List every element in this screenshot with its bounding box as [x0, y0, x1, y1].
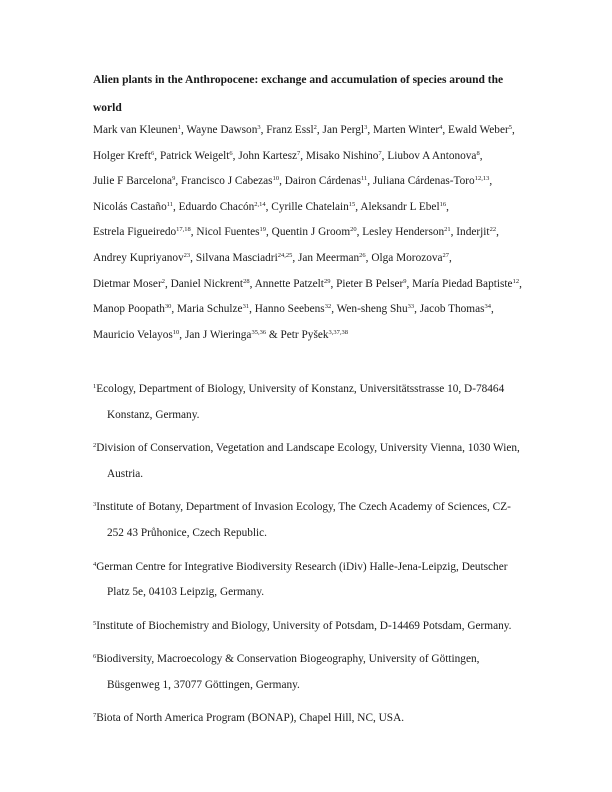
affiliation-text: German Centre for Integrative Biodiversity Research (iDiv) Halle-Jena-Leipzig, Deutscher Platz 5e, 04103 Leipzig, Germany. — [96, 560, 508, 599]
author-name: Liubov A Antonova — [387, 149, 477, 162]
affiliation-marker: 20 — [350, 226, 357, 234]
author-name: Patrick Weigelt — [159, 149, 230, 162]
affiliation-text: Division of Conservation, Vegetation and Landscape Ecology, University Vienna, 1030 Wien, Austria. — [96, 442, 520, 480]
author — [179, 201, 266, 213]
author-name: Julie F Barcelona — [93, 175, 173, 188]
affiliation-marker: 22 — [489, 226, 497, 234]
affiliation-marker: 6 — [151, 149, 155, 157]
affiliation-marker: 7 — [297, 149, 301, 157]
author — [285, 175, 368, 187]
author — [448, 124, 512, 136]
affiliation-marker: 2 — [313, 124, 317, 131]
author — [271, 201, 355, 213]
affiliation-number: 3 — [93, 501, 97, 509]
author — [337, 303, 414, 315]
author — [93, 124, 181, 136]
affiliation-number: 4 — [93, 560, 97, 568]
affiliation-marker: 15 — [348, 200, 356, 208]
affiliation-number: 7 — [93, 712, 97, 720]
affiliation — [93, 706, 525, 732]
affiliation-marker: 33 — [407, 303, 415, 311]
affiliation — [93, 495, 525, 547]
affiliation-number: 1 — [93, 383, 97, 390]
author — [420, 303, 491, 315]
author-name: Dairon Cárdenas — [284, 175, 361, 188]
author — [196, 252, 293, 264]
affiliation-marker: 9 — [172, 175, 176, 183]
author-name: Misako Nishino — [305, 149, 379, 162]
author — [373, 124, 442, 136]
affiliation-text: Institute of Botany, Department of Invasion Ecology, The Czech Academy of Sciences, CZ-252 43 Průhonice, Czech Republic. — [96, 501, 511, 540]
affiliation-marker: 23 — [183, 251, 191, 259]
author-name: Olga Morozova — [371, 251, 443, 264]
author — [238, 150, 300, 162]
author — [362, 226, 450, 238]
author — [196, 226, 266, 238]
affiliation-text: Biodiversity, Macroecology & Conservation Biogeography, University of Göttingen, Büsgenweg 1, 37077 Göttingen, Germany. — [96, 653, 480, 691]
author-name: Mauricio Velayos — [93, 328, 173, 341]
author — [181, 175, 279, 187]
author-name: Mark van Kleunen — [93, 124, 178, 136]
affiliation — [93, 647, 525, 699]
affiliation-text: Institute of Biochemistry and Biology, University of Potsdam, D-14469 Potsdam, Germany. — [96, 619, 512, 632]
author — [298, 252, 366, 264]
affiliation-marker: 9 — [403, 277, 407, 285]
author-name: Jacob Thomas — [419, 303, 485, 316]
author-name: John Kartesz — [238, 149, 297, 162]
author-name: Annette Patzelt — [254, 277, 324, 290]
author-name: Holger Kreft — [93, 149, 152, 162]
author — [412, 278, 519, 290]
affiliation-marker: 16 — [439, 200, 447, 208]
affiliation-number: 5 — [93, 619, 97, 627]
affiliation-number: 2 — [93, 442, 97, 450]
affiliation-marker: 21 — [444, 226, 451, 234]
author-name: Quentin J Groom — [271, 226, 351, 239]
author-name: Maria Schulze — [177, 303, 243, 316]
author — [373, 175, 489, 187]
author — [306, 150, 382, 162]
affiliation-marker: 32 — [324, 303, 332, 311]
affiliation-marker: 34 — [484, 303, 492, 311]
author-name: Andrey Kupriyanov — [93, 251, 184, 264]
affiliation-marker: 12 — [512, 277, 520, 285]
affiliation — [93, 555, 525, 607]
author — [360, 201, 446, 213]
affiliation-marker: 7 — [378, 149, 382, 157]
author — [456, 226, 496, 238]
author — [371, 252, 449, 264]
affiliation-marker: 6 — [229, 149, 233, 157]
affiliation-marker: 4 — [439, 124, 443, 131]
author-name: Inderjit — [456, 226, 490, 239]
author-name: Marten Winter — [372, 124, 440, 136]
affiliation-marker: 24,25 — [277, 251, 293, 259]
author — [93, 150, 154, 162]
author-name: Silvana Masciadri — [195, 251, 278, 264]
author-list: Mark van Kleunen$^1$, Wayne Dawson$^3$, Franz Essl$^2$, Jan Pergl$^3$, Marten Winter$^4$, Ewald Weber$^5$, Holger Kreft$^6$, Patrick Weigelt$^6$, John Kartesz$^7$, Misako Nishino$^7$, Liubov A Antonova$^8$, Julie F Barcelona$^9$, Francisco J Cabezas$^{10}$, Dairon Cárdenas$^{11}$, Juliana Cárdenas-Toro$^{12,13}$, Nicolás Castaño$^{11}$, Eduardo Chacón$^{2,14}$, Cyrille Chatelain$^{15}$, Aleksandr L Ebel$^{16}$, Estrela Figueiredo$^{17,18}$, Nicol Fuentes$^{19}$, Quentin J Groom$^{20}$, Lesley Henderson$^{21}$, Inderjit$^{22}$, Andrey Kupriyanov$^{23}$, Silvana Masciadri$^{24,25}$, Jan Meerman$^{26}$, Olga Morozova$^{27}$, Dietmar Moser$^2$, Daniel Nickrent$^{28}$, Annette Patzelt$^{29}$, Pieter B Pelser$^9$, María Piedad Baptiste$^{12}$, Manop Poopath$^{30}$, Maria Schulze$^{31}$, Hanno Seebens$^{32}$, Wen-sheng Shu$^{33}$, Jacob Thomas$^{34}$, Mauricio Velayos$^{10}$, Jan J Wieringa$^{35,36}$ & Petr Pyšek$^{3,37,38}$ — [93, 124, 522, 341]
author-name: Pieter B Pelser — [336, 277, 404, 290]
affiliation-marker: 30 — [164, 303, 172, 311]
author — [93, 278, 165, 290]
author-name: María Piedad Baptiste — [412, 277, 513, 290]
author — [185, 329, 266, 341]
author — [93, 303, 171, 315]
affiliation-marker: 35,36 — [251, 328, 267, 336]
author — [160, 150, 233, 162]
author — [93, 175, 175, 187]
author-name: Ewald Weber — [448, 124, 509, 136]
affiliation-marker: 3 — [364, 124, 368, 131]
affiliation-marker: 8 — [476, 149, 480, 157]
affiliation-number: 6 — [93, 653, 97, 661]
paper-title: Alien plants in the Anthropocene: exchange and accumulation of species around the world — [93, 74, 504, 114]
affiliation-marker: 3 — [257, 124, 261, 131]
affiliation-marker: 3,37,38 — [328, 328, 349, 336]
author-name: Eduardo Chacón — [178, 200, 255, 213]
affiliation-text: Biota of North America Program (BONAP), Chapel Hill, NC, USA. — [96, 712, 405, 725]
affiliation — [93, 436, 525, 488]
author-name: Manop Poopath — [93, 303, 165, 316]
affiliation-marker: 2 — [161, 277, 165, 285]
author-name: Estrela Figueiredo — [93, 226, 177, 239]
affiliation-marker: 26 — [359, 251, 366, 259]
affiliation-marker: 10 — [172, 328, 180, 336]
author-name: Dietmar Moser — [93, 277, 162, 290]
author-name: Nicol Fuentes — [196, 226, 260, 239]
author — [387, 150, 479, 162]
author — [93, 252, 190, 264]
author — [93, 226, 191, 238]
affiliation-marker: 11 — [166, 200, 173, 208]
author — [323, 124, 368, 136]
author — [93, 201, 173, 213]
author-name: Cyrille Chatelain — [271, 200, 349, 213]
author — [93, 329, 179, 341]
author — [336, 278, 406, 290]
affiliation-marker: 29 — [323, 277, 331, 285]
author-name: Wen-sheng Shu — [336, 303, 408, 316]
author-name: Francisco J Cabezas — [180, 175, 273, 188]
author — [255, 303, 331, 315]
affiliation-marker: 10 — [272, 175, 280, 183]
author-name: Wayne Dawson — [186, 124, 258, 136]
affiliation-marker: 28 — [243, 277, 250, 285]
author-name: Daniel Nickrent — [170, 277, 244, 290]
affiliation-marker: 5 — [508, 124, 512, 131]
affiliation-marker: 12,13 — [474, 175, 490, 183]
affiliation-marker: 17,18 — [176, 226, 191, 234]
author-name: Jan J Wieringa — [184, 328, 252, 341]
affiliation-list — [93, 377, 525, 740]
author — [186, 124, 260, 136]
affiliation-marker: 31 — [242, 303, 250, 311]
author — [272, 226, 357, 238]
author — [281, 329, 349, 341]
affiliation-marker: 11 — [360, 175, 368, 183]
author-name: Lesley Henderson — [362, 226, 445, 239]
author-name: Juliana Cárdenas-Toro — [372, 175, 475, 188]
affiliation — [93, 377, 525, 429]
author-name: Aleksandr L Ebel — [360, 200, 440, 213]
author-name: Jan Meerman — [298, 251, 360, 264]
affiliation-marker: 2,14 — [254, 200, 266, 208]
author-name: Petr Pyšek — [280, 328, 329, 341]
author-name: Nicolás Castaño — [93, 200, 167, 213]
author — [266, 124, 317, 136]
author — [171, 278, 250, 290]
author-name: Franz Essl — [266, 124, 314, 136]
affiliation — [93, 614, 525, 640]
affiliation-marker: 27 — [442, 251, 450, 259]
author — [177, 303, 249, 315]
affiliation-text: Ecology, Department of Biology, University of Konstanz, Universitätsstrasse 10, D-78464 Konstanz, Germany. — [96, 383, 505, 421]
affiliation-marker: 19 — [259, 226, 266, 234]
affiliation-marker: 1 — [177, 124, 181, 131]
author — [255, 278, 331, 290]
author-name: Jan Pergl — [322, 124, 365, 136]
author-name: Hanno Seebens — [254, 303, 325, 316]
